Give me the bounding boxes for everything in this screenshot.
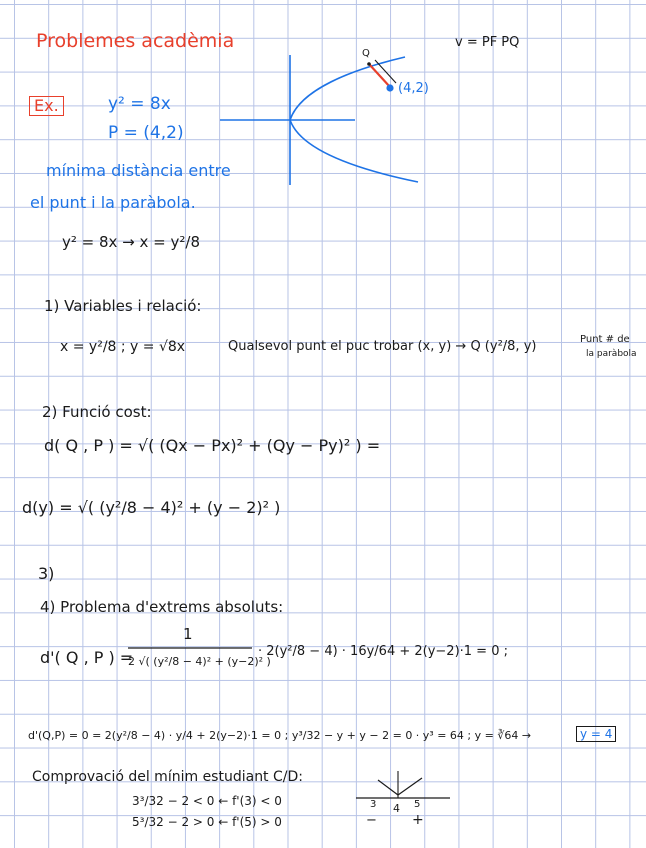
statement-line-1: mínima distància entre (46, 161, 231, 180)
example-tag: Ex. (29, 96, 64, 116)
parabola-equation: y² = 8x (108, 94, 171, 114)
derivative-denominator: 2 √( (y²/8 − 4)² + (y−2)² ) (128, 655, 271, 668)
step1-heading: 1) Variables i relació: (44, 297, 202, 315)
step1-note: Qualsevol punt el puc trobar (x, y) → Q (y²/8, y) (228, 339, 537, 354)
derivative-lhs: d'( Q , P ) = (40, 648, 134, 667)
derivative-numerator: 1 (183, 625, 193, 643)
step3-heading: 3) (38, 564, 55, 583)
check-heading: Comprovació del mínim estudiant C/D: (32, 769, 303, 785)
step1-relation: x = y²/8 ; y = √8x (60, 339, 186, 355)
check-line-2: 5³/32 − 2 > 0 ← f'(5) > 0 (132, 815, 282, 829)
step2-distance: d( Q , P ) = √( (Qx − Px)² + (Qy − Py)² ) = (44, 436, 381, 455)
sign-tick-5: 5 (414, 799, 421, 810)
result-box: y = 4 (576, 726, 616, 742)
check-line-1: 3³/32 − 2 < 0 ← f'(3) < 0 (132, 794, 282, 808)
step4-heading: 4) Problema d'extrems absoluts: (40, 598, 284, 616)
step2-d-of-y: d(y) = √( (y²/8 − 4)² + (y − 2)² ) (22, 498, 281, 517)
step2-heading: 2) Funció cost: (42, 403, 152, 421)
step1-side-note-1: Punt # de (580, 334, 630, 345)
page-title: Problemes acadèmia (36, 30, 235, 52)
point-q-label: Q (362, 48, 370, 59)
point-p-label: (4,2) (398, 81, 429, 96)
statement-line-2: el punt i la paràbola. (30, 193, 196, 212)
derivative-rhs: · 2(y²/8 − 4) · 16y/64 + 2(y−2)·1 = 0 ; (258, 644, 508, 659)
sign-plus: + (412, 812, 424, 828)
sign-minus: − (366, 813, 377, 828)
step1-side-note-2: la paràbola (586, 349, 637, 359)
point-p: P = (4,2) (108, 123, 184, 143)
solve-for-x: y² = 8x → x = y²/8 (62, 233, 200, 251)
sign-tick-3: 3 (370, 799, 377, 810)
sign-tick-4: 4 (393, 802, 400, 815)
top-right-note: v = PF PQ (455, 35, 520, 50)
derivative-solve: d'(Q,P) = 0 = 2(y²/8 − 4) · y/4 + 2(y−2)·1 = 0 ; y³/32 − y + y − 2 = 0 · y³ = 64 ; y = ∛64 → (28, 729, 532, 742)
